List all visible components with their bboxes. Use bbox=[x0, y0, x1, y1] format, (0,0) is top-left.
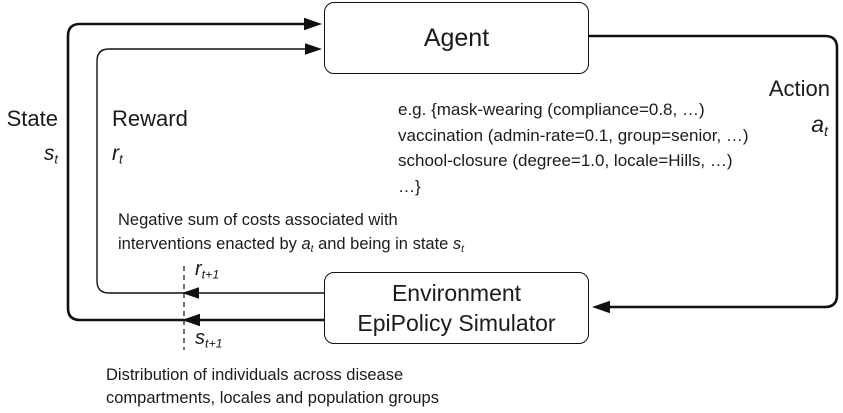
reward-note-line1: Negative sum of costs associated with bbox=[118, 211, 398, 229]
action-example-line4: …} bbox=[398, 176, 421, 196]
reward-note-action-symbol: $a_t$ bbox=[301, 235, 314, 255]
reward-definition-note bbox=[118, 208, 464, 262]
reward-symbol-base: r bbox=[112, 142, 119, 165]
agent-box bbox=[324, 2, 589, 74]
reward-symbol bbox=[112, 142, 123, 167]
reward-note-line2-pre: interventions enacted by bbox=[118, 235, 302, 253]
action-label: Action bbox=[768, 76, 830, 101]
reward-next-symbol-base: r bbox=[195, 258, 202, 280]
reward-note-line2-mid: and being in state bbox=[313, 235, 453, 253]
state-next-symbol-sub: t+1 bbox=[205, 336, 223, 351]
agent-box-label: Agent bbox=[423, 23, 490, 52]
action-example-note bbox=[398, 97, 749, 199]
reward-label: Reward bbox=[112, 106, 188, 131]
action-example-line3: school-closure (degree=1.0, locale=Hills, …) bbox=[398, 151, 733, 170]
action-arrowhead-into-environment bbox=[592, 301, 610, 313]
environment-box-title: Environment bbox=[391, 280, 522, 306]
reward-note-state-symbol: $s_t$ bbox=[452, 235, 465, 255]
state-definition-note bbox=[106, 364, 439, 410]
action-symbol-base: a bbox=[811, 111, 825, 137]
state-note-line1: Distribution of individuals across disease bbox=[106, 366, 404, 384]
action-example-line1: e.g. {mask-wearing (compliance=0.8, …) bbox=[398, 100, 705, 119]
environment-box-subtitle: EpiPolicy Simulator bbox=[357, 310, 556, 336]
state-next-symbol bbox=[195, 327, 223, 350]
state-label: State bbox=[6, 106, 58, 131]
reward-arrowhead-into-agent bbox=[305, 43, 322, 55]
reward-symbol-sub: t bbox=[119, 151, 123, 167]
state-next-arrowhead bbox=[182, 314, 200, 326]
state-next-symbol-base: s bbox=[195, 327, 205, 349]
action-symbol-sub: t bbox=[824, 123, 828, 140]
state-symbol-base: s bbox=[43, 142, 55, 165]
environment-box bbox=[324, 272, 589, 344]
state-symbol-sub: t bbox=[54, 151, 58, 167]
action-example-line2: vaccination (admin-rate=0.1, group=senior, …) bbox=[398, 125, 749, 145]
reward-next-symbol-sub: t+1 bbox=[201, 267, 220, 282]
state-note-line2: compartments, locales and population groups bbox=[106, 389, 439, 407]
state-arrowhead-into-agent bbox=[304, 18, 322, 30]
state-symbol bbox=[0, 142, 58, 167]
reward-note-line2 bbox=[118, 232, 464, 262]
